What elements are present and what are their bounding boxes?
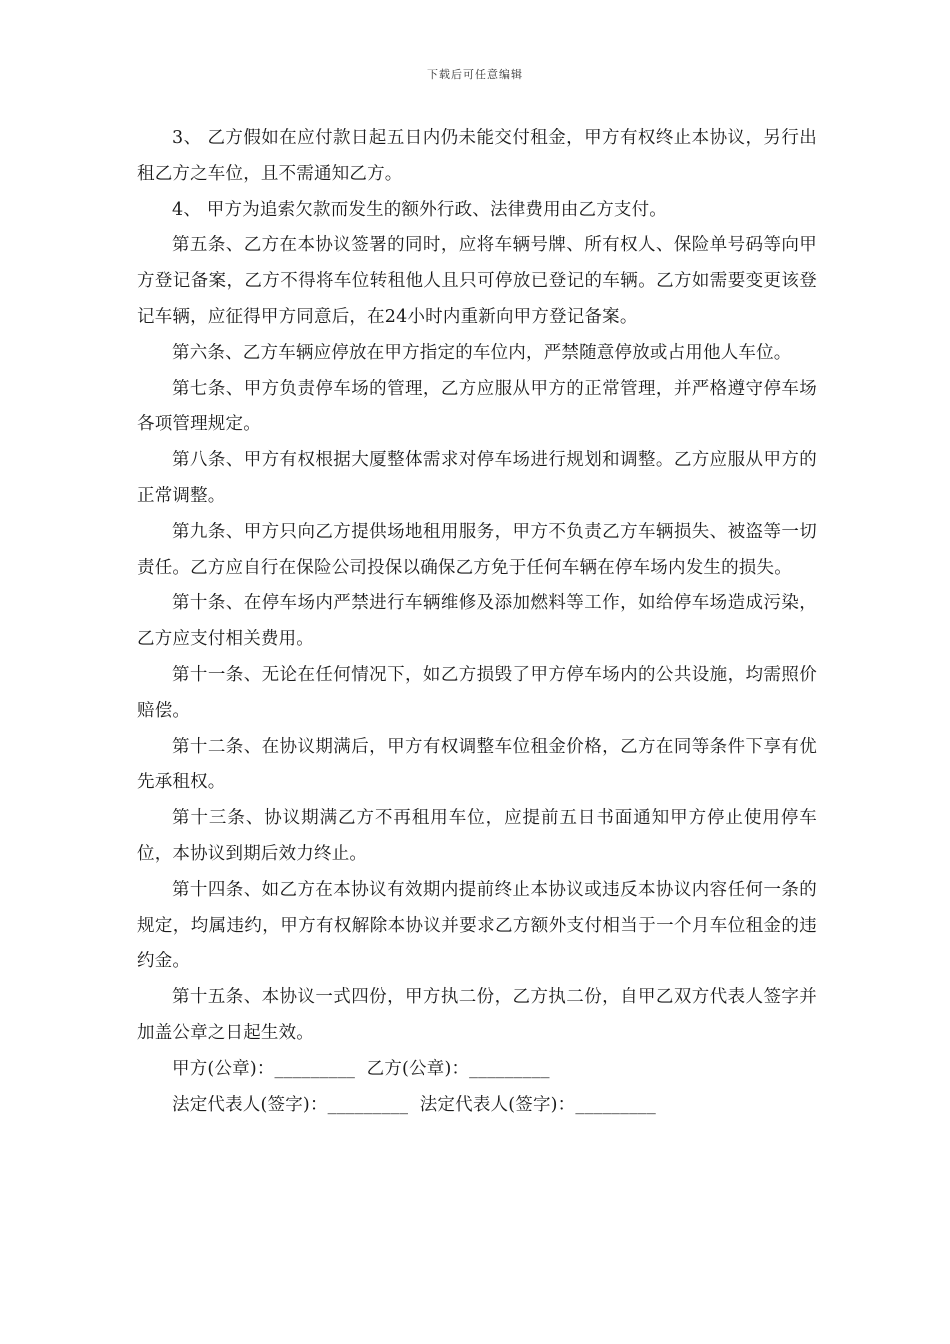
article-15: 第十五条、本协议一式四份，甲方执二份，乙方执二份，自甲乙双方代表人签字并加盖公章之日起生效。 bbox=[137, 987, 817, 1043]
signature-line-representative: 法定代表人(签字)：_________ 法定代表人(签字)：_________ bbox=[172, 1094, 656, 1115]
article-9: 第九条、甲方只向乙方提供场地租用服务，甲方不负责乙方车辆损失、被盗等一切责任。乙方应自行在保险公司投保以确保乙方免于任何车辆在停车场内发生的损失。 bbox=[137, 521, 817, 578]
clause-3-late-payment: 3、 乙方假如在应付款日起五日内仍未能交付租金，甲方有权终止本协议，另行出租乙方之车位，且不需通知乙方。 bbox=[137, 128, 817, 184]
header-note: 下载后可任意编辑 bbox=[427, 68, 523, 81]
clause-4-extra-costs: 4、 甲方为追索欠款而发生的额外行政、法律费用由乙方支付。 bbox=[172, 199, 667, 220]
contract-body bbox=[137, 121, 817, 1123]
article-6: 第六条、乙方车辆应停放在甲方指定的车位内，严禁随意停放或占用他人车位。 bbox=[172, 342, 792, 363]
article-12: 第十二条、在协议期满后，甲方有权调整车位租金价格，乙方在同等条件下享有优先承租权。 bbox=[137, 736, 817, 793]
article-7: 第七条、甲方负责停车场的管理，乙方应服从甲方的正常管理，并严格遵守停车场各项管理规定。 bbox=[137, 378, 817, 435]
article-8: 第八条、甲方有权根据大厦整体需求对停车场进行规划和调整。乙方应服从甲方的正常调整。 bbox=[137, 450, 817, 506]
article-11: 第十一条、无论在任何情况下，如乙方损毁了甲方停车场内的公共设施，均需照价赔偿。 bbox=[137, 664, 817, 721]
article-14: 第十四条、如乙方在本协议有效期内提前终止本协议或违反本协议内容任何一条的规定，均属违约，甲方有权解除本协议并要求乙方额外支付相当于一个月车位租金的违约金。 bbox=[137, 879, 817, 972]
article-10: 第十条、在停车场内严禁进行车辆维修及添加燃料等工作，如给停车场造成污染，乙方应支付相关费用。 bbox=[137, 593, 817, 650]
article-13: 第十三条、协议期满乙方不再租用车位，应提前五日书面通知甲方停止使用停车位，本协议到期后效力终止。 bbox=[137, 808, 817, 864]
article-5: 第五条、乙方在本协议签署的同时，应将车辆号牌、所有权人、保险单号码等向甲方登记备案，乙方不得将车位转租他人且只可停放已登记的车辆。乙方如需要变更该登记车辆，应征得甲方同意后，在24小时内重新向甲方登记备案。 bbox=[137, 235, 817, 327]
signature-line-seal: 甲方(公章)：_________ 乙方(公章)：_________ bbox=[172, 1058, 550, 1079]
